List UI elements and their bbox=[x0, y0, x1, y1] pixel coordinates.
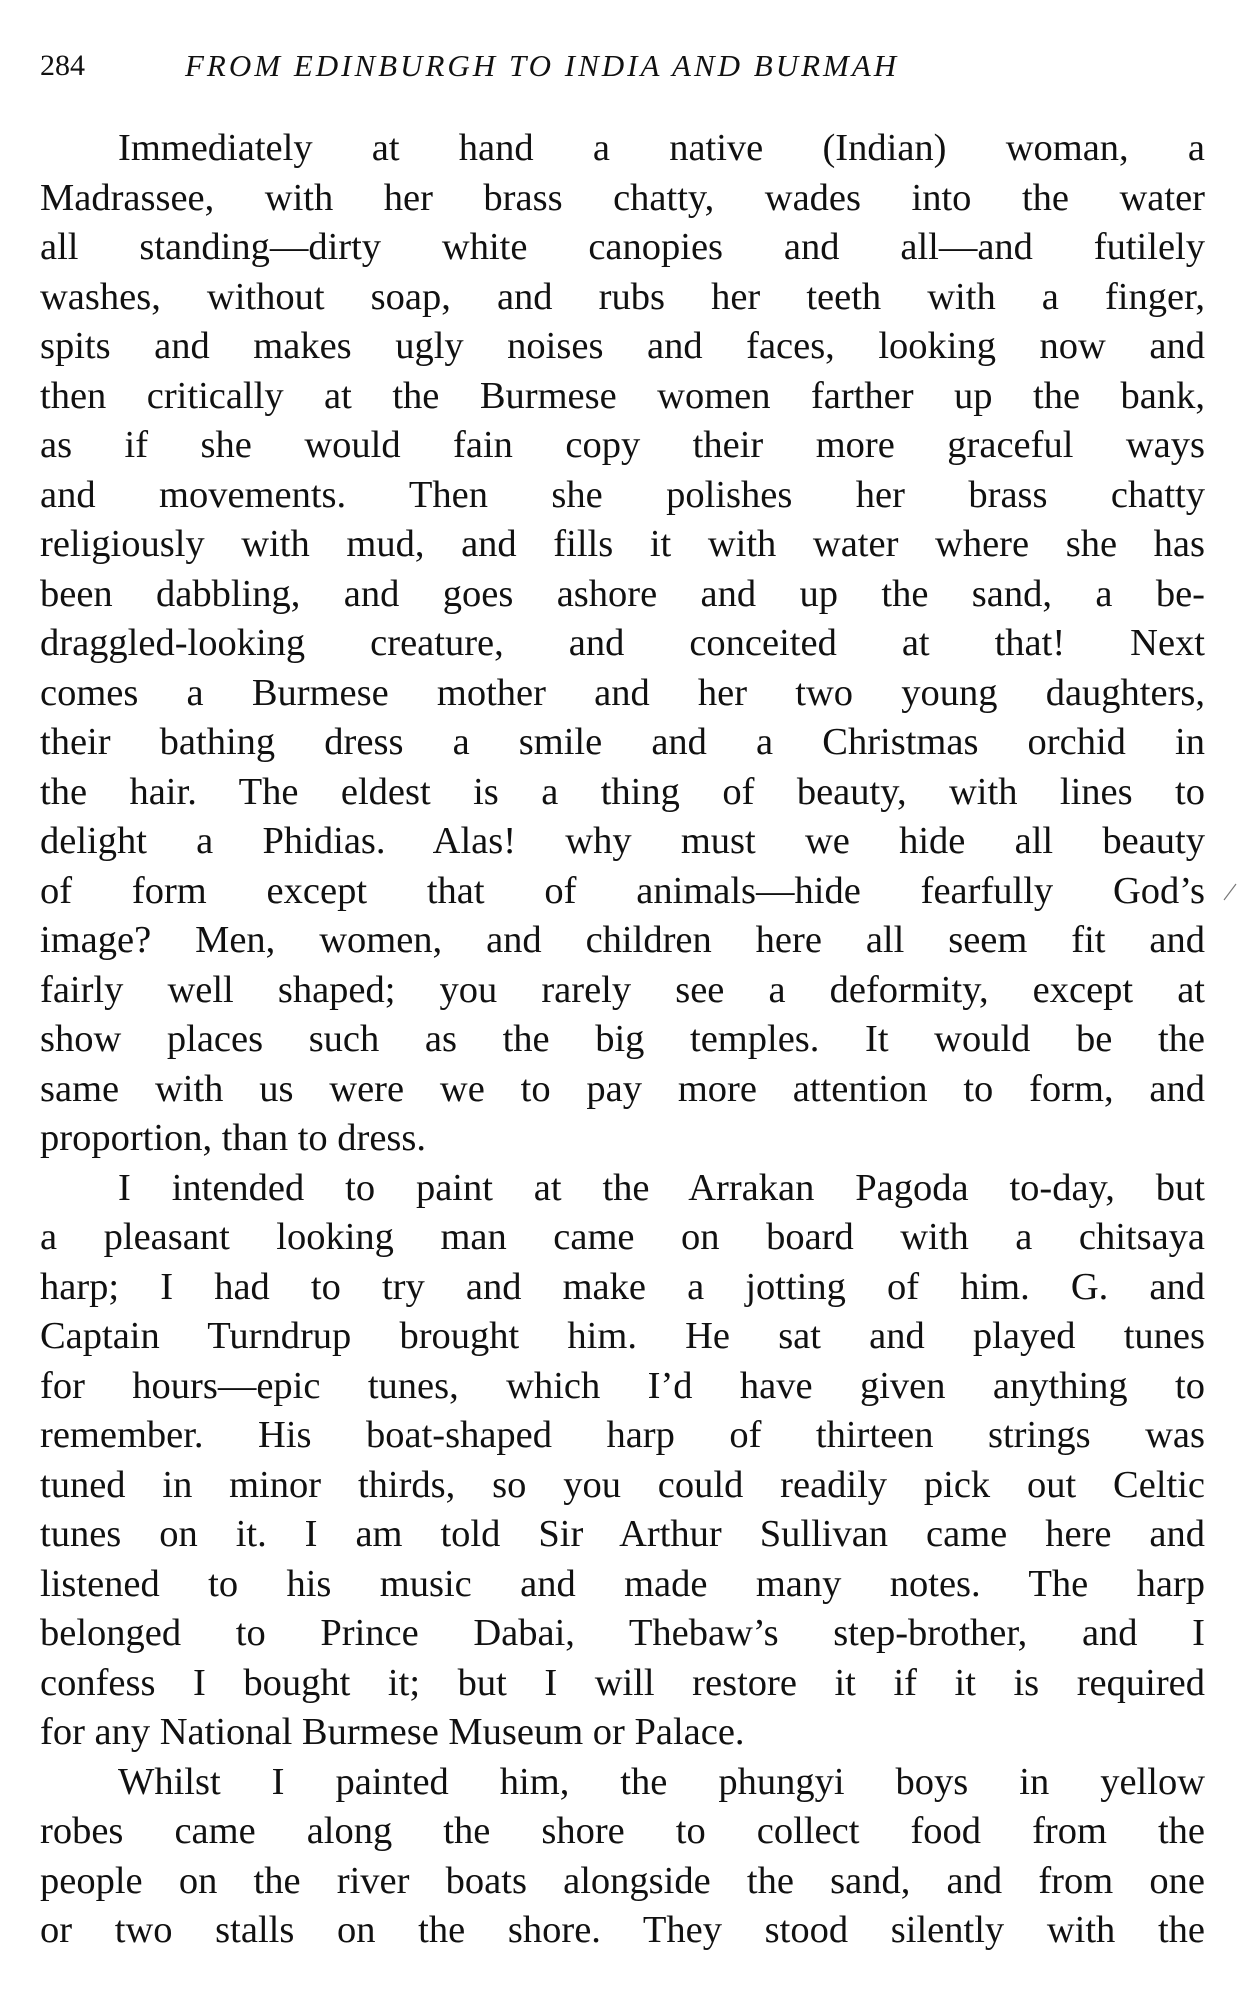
text-line: spits and makes ugly noises and faces, looking now and bbox=[40, 325, 1205, 367]
text-line: all standing—dirty white canopies and all—and futilely bbox=[40, 226, 1205, 268]
text-line: Captain Turndrup brought him. He sat and played tunes bbox=[40, 1315, 1205, 1357]
running-head bbox=[40, 44, 1205, 88]
text-line: show places such as the big temples. It would be the bbox=[40, 1018, 1205, 1060]
text-line: proportion, than to dress. bbox=[40, 1117, 427, 1159]
body-text bbox=[40, 124, 1205, 1956]
text-line: robes came along the shore to collect food from the bbox=[40, 1810, 1205, 1852]
text-line: harp; I had to try and make a jotting of him. G. and bbox=[40, 1265, 1205, 1308]
text-line: tuned in minor thirds, so you could readily pick out Celtic bbox=[40, 1463, 1205, 1506]
text-line: delight a Phidias. Alas! why must we hide all beauty bbox=[40, 820, 1205, 862]
text-line: people on the river boats alongside the sand, and from one bbox=[40, 1859, 1205, 1902]
page-number: 284 bbox=[40, 49, 85, 82]
text-line: confess I bought it; but I will restore it if it is required bbox=[40, 1661, 1205, 1704]
text-line: and movements. Then she polishes her brass chatty bbox=[40, 473, 1205, 516]
text-line: belonged to Prince Dabai, Thebaw’s step-brother, and I bbox=[40, 1612, 1205, 1654]
text-line: a pleasant looking man came on board with a chitsaya bbox=[40, 1216, 1205, 1258]
text-line: Madrassee, with her brass chatty, wades into the water bbox=[40, 176, 1205, 219]
running-title: FROM EDINBURGH TO INDIA AND BURMAH bbox=[185, 48, 900, 83]
text-line: comes a Burmese mother and her two young daughters, bbox=[40, 671, 1205, 714]
text-line: for any National Burmese Museum or Palace. bbox=[40, 1711, 745, 1753]
text-line: as if she would fain copy their more graceful ways bbox=[40, 424, 1205, 466]
text-line: tunes on it. I am told Sir Arthur Sullivan came here and bbox=[40, 1513, 1205, 1555]
text-line: then critically at the Burmese women farther up the bank, bbox=[40, 374, 1205, 417]
text-line: draggled-looking creature, and conceited at that! Next bbox=[40, 622, 1205, 664]
text-line: fairly well shaped; you rarely see a deformity, except at bbox=[40, 968, 1205, 1011]
margin-pencil-mark bbox=[1222, 882, 1238, 902]
text-line: washes, without soap, and rubs her teeth with a finger, bbox=[40, 275, 1205, 318]
paragraph bbox=[40, 1164, 1205, 1758]
text-line: Immediately at hand a native (Indian) woman, a bbox=[118, 127, 1205, 169]
text-line: or two stalls on the shore. They stood silently with the bbox=[40, 1909, 1205, 1951]
text-line: image? Men, women, and children here all seem fit and bbox=[40, 919, 1205, 961]
text-line: I intended to paint at the Arrakan Pagoda to-day, but bbox=[118, 1166, 1205, 1209]
text-line: of form except that of animals—hide fearfully God’s bbox=[40, 869, 1205, 912]
text-line: remember. His boat-shaped harp of thirteen strings was bbox=[40, 1414, 1205, 1456]
text-line: their bathing dress a smile and a Christmas orchid in bbox=[40, 721, 1205, 763]
text-line: listened to his music and made many notes. The harp bbox=[40, 1562, 1205, 1605]
paragraph bbox=[40, 124, 1205, 1164]
text-line: been dabbling, and goes ashore and up the sand, a be- bbox=[40, 572, 1205, 615]
text-line: the hair. The eldest is a thing of beauty, with lines to bbox=[40, 770, 1205, 813]
paragraph bbox=[40, 1758, 1205, 1956]
text-line: for hours—epic tunes, which I’d have given anything to bbox=[40, 1364, 1205, 1407]
text-line: same with us were we to pay more attention to form, and bbox=[40, 1067, 1205, 1110]
text-line: religiously with mud, and fills it with water where she has bbox=[40, 523, 1205, 565]
text-line: Whilst I painted him, the phungyi boys in yellow bbox=[118, 1760, 1205, 1803]
